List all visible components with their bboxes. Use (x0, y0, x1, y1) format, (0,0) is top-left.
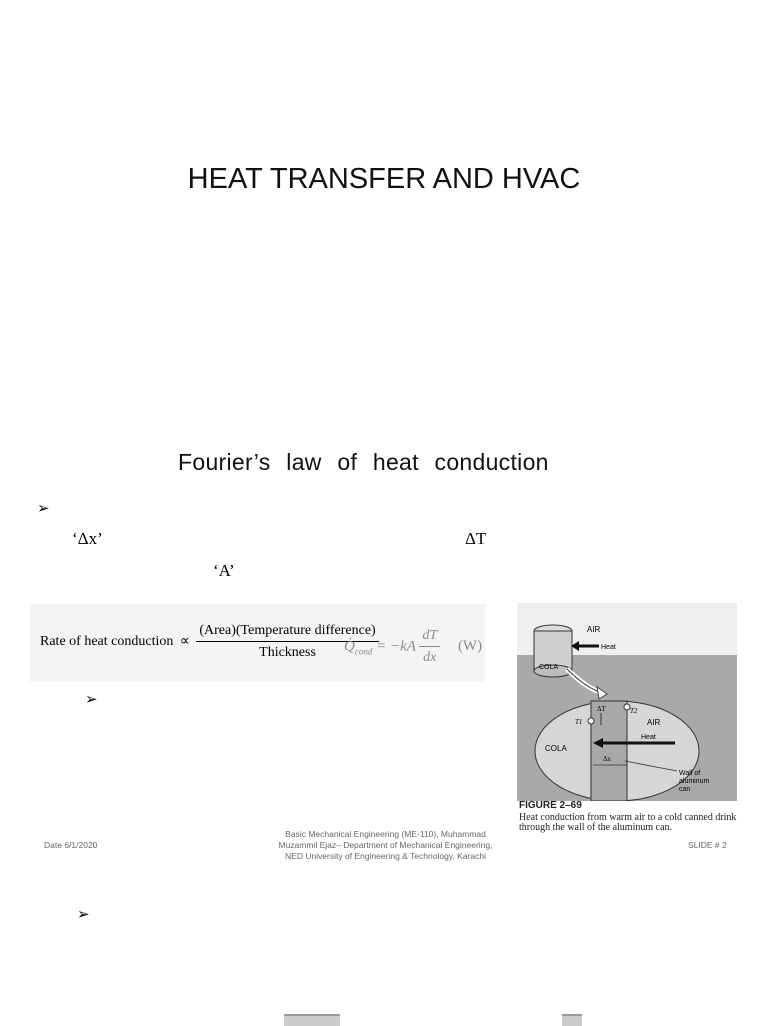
fig-label-cola-circle: COLA (545, 744, 567, 753)
footer-credit-line-2: Muzammil Ejaz– Department of Mechanical Engineering, (278, 840, 493, 850)
formula-proportionality (40, 623, 379, 661)
footer-credit-line-3: NED University of Engineering & Technology, Karachi (285, 851, 486, 861)
bullet-1: ➢ (37, 500, 50, 517)
fig-label-heat-top: Heat (601, 644, 616, 651)
figure-illustration (517, 603, 737, 801)
figure-caption-label: FIGURE 2–69 (519, 800, 582, 811)
eq-derivative (419, 628, 440, 666)
footer-slide-number: SLIDE # 2 (688, 840, 727, 850)
fig-label-air-circle: AIR (647, 718, 661, 727)
bottom-image-fragment-right (562, 1014, 582, 1026)
eq-rhs: = −kA (376, 638, 416, 655)
formula-prop-symbol: ∝ (179, 634, 190, 650)
eq-unit: (W) (457, 638, 483, 655)
figure-caption: Heat conduction from warm air to a cold canned drink through the wall of the aluminum can. (519, 812, 737, 833)
formula-lhs: Rate of heat conduction (40, 634, 174, 650)
fig-label-delta-x: Δx (603, 755, 612, 763)
formula-denominator: Thickness (259, 645, 316, 660)
footer-credit (258, 829, 513, 862)
fig-label-wall-2: aluminum (679, 778, 710, 785)
fourier-equation (344, 628, 482, 666)
bottom-image-fragment-left (284, 1014, 340, 1026)
eq-lhs-sub: cond (354, 646, 373, 657)
bullet-3: ➢ (77, 906, 90, 923)
figure-svg (517, 603, 737, 801)
fig-label-wall-1: Wall of (679, 770, 701, 777)
bullet-2: ➢ (85, 691, 98, 708)
eq-lhs: Q̇ (344, 638, 355, 655)
fig-label-t2: T2 (630, 707, 638, 715)
footer-date: Date 6/1/2020 (44, 840, 98, 850)
footer-credit-line-1: Basic Mechanical Engineering (ME-110), Muhammad (285, 829, 486, 839)
fig-label-heat-circle: Heat (641, 734, 656, 741)
page-title: HEAT TRANSFER AND HVAC (187, 163, 581, 195)
fig-label-wall-3: can (679, 786, 691, 793)
symbol-delta-t: ΔT (465, 529, 487, 548)
eq-den: dx (423, 650, 437, 665)
fig-label-cola-top: COLA (539, 664, 559, 671)
symbol-area: ‘A’ (213, 561, 235, 580)
formula-numerator: (Area)(Temperature difference) (196, 623, 378, 642)
eq-num: dT (419, 628, 440, 647)
symbol-delta-x: ‘Δx’ (72, 529, 103, 548)
section-heading: Fourier’s law of heat conduction (178, 449, 549, 475)
fig-label-delta-t: ΔT (597, 705, 606, 713)
fig-label-t1: T1 (575, 718, 583, 726)
fig-label-air-top: AIR (587, 625, 601, 634)
